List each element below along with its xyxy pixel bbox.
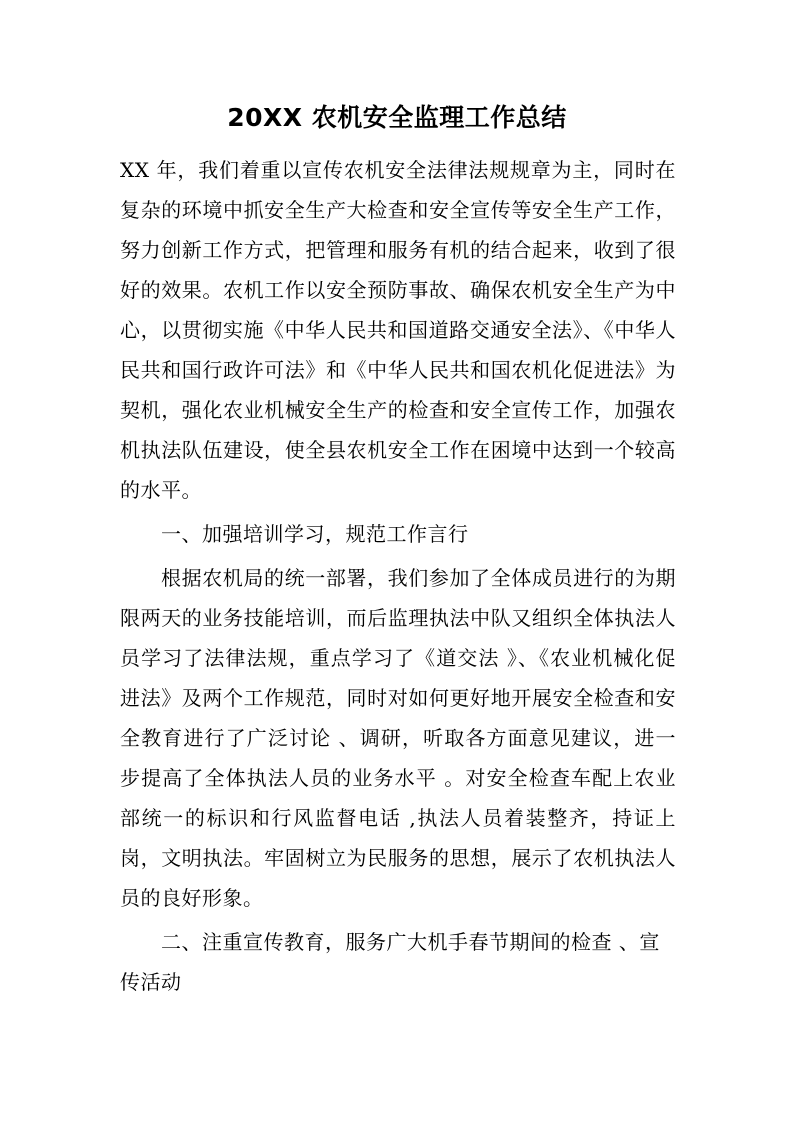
section-heading-2: 二、注重宣传教育，服务广大机手春节期间的检查 、宣传活动 xyxy=(120,930,660,994)
section-heading-1: 一、加强培训学习，规范工作言行 xyxy=(161,522,469,546)
intro-paragraph: XX 年，我们着重以宣传农机安全法律法规规章为主，同时在复杂的环境中抓安全生产大检查和安全宣传等安全生产工作，努力创新工作方式，把管理和服务有机的结合起来，收到了很好的效果。农机工作以安全预防事故、确保农机安全生产为中心，以贯彻实施《中华人民共和国道路交通安全法》、《中华人民共和国行政许可法》和《中华人民共和国农机化促进法》为契机，强化农业机械安全生产的检查和安全宣传工作，加强农机执法队伍建设，使全县农机安全工作在困境中达到一个较高的水平。 xyxy=(120,158,676,502)
document-body xyxy=(120,150,676,1002)
section-paragraph-1: 根据农机局的统一部署，我们参加了全体成员进行的为期限两天的业务技能培训，而后监理执法中队又组织全体执法人员学习了法律法规，重点学习了《道交法 》、《农业机械化促进法》及两个工作规范，同时对如何更好地开展安全检查和安全教育进行了广泛讨论 、调研，听取各方面意见建议，进一步提高了全体执法人员的业务水平 。对安全检查车配上农业部统一的标识和行风监督电话 ,执法人员着装整齐，持证上岗，文明执法。牢固树立为民服务的思想，展示了农机执法人员的良好形象。 xyxy=(120,566,676,910)
document-title: 20XX 农机安全监理工作总结 xyxy=(227,103,567,132)
